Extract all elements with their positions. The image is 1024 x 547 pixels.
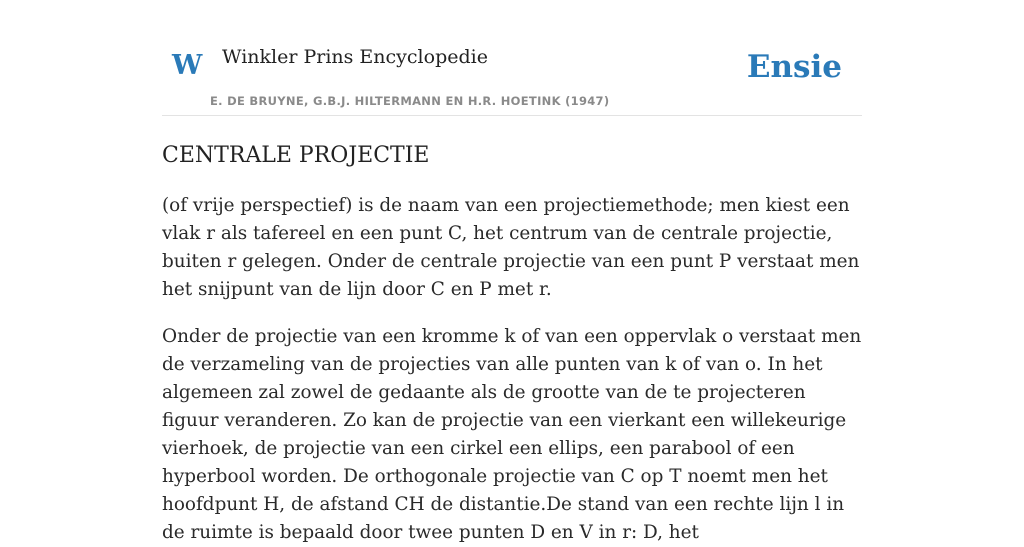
book-title[interactable]: Winkler Prins Encyclopedie bbox=[222, 46, 488, 68]
entry-paragraph: (of vrije perspectief) is de naam van een projectiemethode; men kiest een vlak r als tafereel en een punt C, het centrum van de centrale projectie, buiten r gelegen. Onder de centrale projectie van een punt P verstaat men het snijpunt van de lijn door C en P met r. bbox=[162, 195, 860, 301]
entry-paragraph: Onder de projectie van een kromme k of van een oppervlak o verstaat men de verzameling van de projecties van alle punten van k of van o. In het algemeen zal zowel de gedaante als de grootte van de te projecteren figuur veranderen. Zo kan de projectie van een vierkant een willekeurige vierhoek, de projectie van een cirkel een ellips, een parabool of een hyperbool worden. De orthogonale projectie van C op T noemt men het hoofdpunt H, de afstand CH de distantie.De stand van een rechte lijn l in de ruimte is bepaald door twee punten D en V in r: D, het bbox=[162, 326, 862, 544]
header bbox=[162, 0, 862, 116]
book-authors: E. DE BRUYNE, G.B.J. HILTERMANN EN H.R. HOETINK (1947) bbox=[210, 94, 610, 108]
entry-title: CENTRALE PROJECTIE bbox=[162, 143, 430, 168]
ensie-logo[interactable]: Ensie bbox=[746, 49, 842, 85]
content-column bbox=[162, 0, 862, 547]
winkler-prins-logo-icon[interactable]: W bbox=[172, 50, 203, 81]
